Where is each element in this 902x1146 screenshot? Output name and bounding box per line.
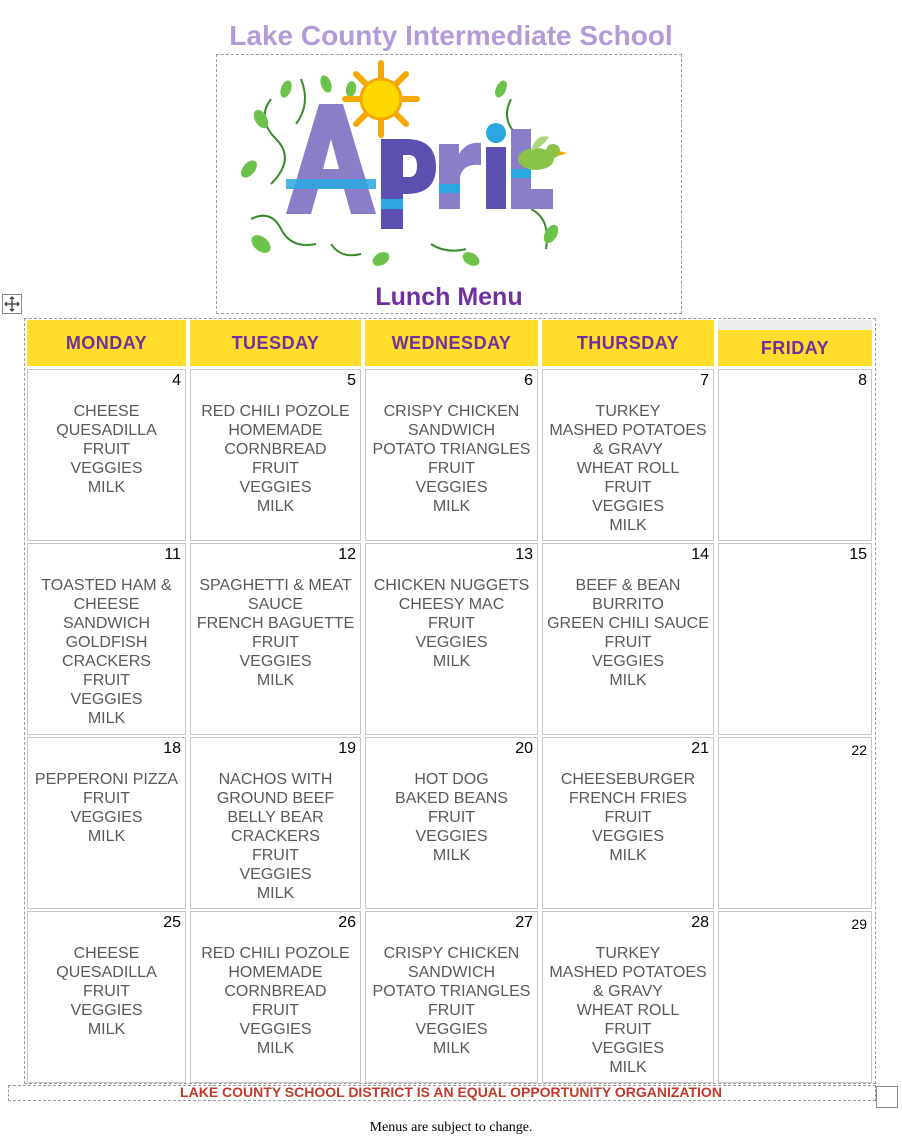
- day-number: 22: [851, 742, 867, 758]
- day-cell[interactable]: [542, 543, 714, 735]
- day-cell[interactable]: [718, 911, 872, 1083]
- menu-items: [28, 944, 185, 1039]
- menu-item: CHEESE: [73, 945, 140, 962]
- day-number: 5: [347, 372, 356, 389]
- day-number: 8: [858, 372, 867, 389]
- menu-item: FRUIT: [427, 1002, 476, 1019]
- menu-item: FRUIT: [604, 634, 652, 651]
- day-cell[interactable]: [718, 737, 872, 909]
- menu-item: QUESADILLA: [56, 422, 157, 439]
- menu-item: VEGGIES: [591, 498, 665, 515]
- day-number: 7: [700, 372, 709, 389]
- menu-item: FRUIT: [604, 479, 652, 496]
- menu-item: CRACKERS: [62, 653, 151, 670]
- day-cell[interactable]: [542, 737, 714, 909]
- day-cell[interactable]: [542, 369, 714, 541]
- menu-item: FRUIT: [604, 809, 652, 826]
- move-arrows-icon: [4, 296, 20, 312]
- menu-item: FRUIT: [251, 634, 300, 651]
- day-cell[interactable]: [190, 543, 361, 735]
- day-cell[interactable]: [27, 737, 186, 909]
- day-number: 6: [524, 372, 533, 389]
- menu-item: MILK: [432, 847, 471, 864]
- menu-item: CORNBREAD: [224, 983, 327, 1000]
- menu-item: VEGGIES: [415, 828, 488, 845]
- day-cell[interactable]: [27, 369, 186, 541]
- menu-item: CHEESY MAC: [398, 596, 505, 613]
- menu-item: SANDWICH: [62, 615, 151, 632]
- menu-item: FRUIT: [604, 1021, 652, 1038]
- menu-item: CHEESEBURGER: [560, 771, 696, 788]
- menu-items: [191, 402, 360, 516]
- day-cell[interactable]: [27, 543, 186, 735]
- menu-items: [28, 576, 185, 728]
- menu-item: BELLY BEAR: [227, 809, 324, 826]
- menu-item: VEGGIES: [239, 479, 312, 496]
- lunch-menu-title: Lunch Menu: [375, 283, 523, 311]
- menu-item: WHEAT ROLL: [576, 1002, 680, 1019]
- menu-item: QUESADILLA: [56, 964, 157, 981]
- menu-item: GROUND BEEF: [216, 790, 335, 807]
- day-number: 14: [691, 546, 709, 563]
- menu-item: FRUIT: [82, 672, 131, 689]
- menu-item: SANDWICH: [407, 422, 496, 439]
- menu-item: MILK: [87, 710, 126, 727]
- menu-item: FRUIT: [82, 983, 131, 1000]
- day-number: 29: [851, 916, 867, 932]
- day-cell[interactable]: [365, 911, 538, 1083]
- header-tuesday: TUESDAY: [190, 320, 361, 366]
- menu-item: MILK: [432, 1040, 471, 1057]
- table-move-handle[interactable]: [2, 294, 22, 314]
- menu-item: POTATO TRIANGLES: [372, 441, 531, 458]
- menu-item: FRUIT: [251, 1002, 300, 1019]
- menu-item: MILK: [609, 1059, 647, 1076]
- day-cell[interactable]: [718, 543, 872, 735]
- menu-item: VEGGIES: [239, 866, 312, 883]
- day-number: 21: [691, 740, 709, 757]
- menu-item: VEGGIES: [415, 634, 488, 651]
- menu-item: SAUCE: [247, 596, 304, 613]
- menu-items: [191, 944, 360, 1058]
- menu-item: CORNBREAD: [224, 441, 327, 458]
- menu-item: MASHED POTATOES: [549, 964, 707, 981]
- day-number: 25: [163, 914, 181, 931]
- menu-item: CRISPY CHICKEN: [383, 403, 520, 420]
- day-number: 11: [164, 546, 181, 563]
- menu-items: [543, 576, 713, 690]
- menu-item: VEGGIES: [239, 1021, 312, 1038]
- menu-item: BAKED BEANS: [395, 790, 508, 807]
- menu-item: FRENCH FRIES: [568, 790, 688, 807]
- day-cell[interactable]: [365, 543, 538, 735]
- menu-item: VEGGIES: [591, 828, 665, 845]
- menu-item: BEEF & BEAN: [575, 577, 681, 594]
- menu-item: CHEESE: [73, 596, 140, 613]
- menu-item: FRUIT: [251, 460, 300, 477]
- day-cell[interactable]: [365, 737, 538, 909]
- day-number: 19: [338, 740, 356, 757]
- menu-item: CHICKEN NUGGETS: [373, 577, 530, 594]
- menu-items: [28, 770, 185, 846]
- day-number: 28: [691, 914, 709, 931]
- day-number: 20: [515, 740, 533, 757]
- menu-item: HOT DOG: [414, 771, 489, 788]
- menu-items: [543, 770, 713, 865]
- menu-item: HOMEMADE: [228, 964, 323, 981]
- day-cell[interactable]: [190, 369, 361, 541]
- menu-item: RED CHILI POZOLE: [201, 945, 350, 962]
- menu-items: [191, 770, 360, 903]
- header-monday: MONDAY: [27, 320, 186, 366]
- menu-item: VEGGIES: [591, 653, 665, 670]
- resize-square-icon[interactable]: [876, 1086, 898, 1108]
- menu-items: [191, 576, 360, 690]
- menu-item: FRUIT: [82, 790, 131, 807]
- day-cell[interactable]: [542, 911, 714, 1083]
- menu-item: MILK: [609, 517, 647, 534]
- menu-item: MILK: [609, 847, 647, 864]
- day-cell[interactable]: [190, 911, 361, 1083]
- menu-item: MILK: [256, 1040, 295, 1057]
- header-wednesday: WEDNESDAY: [365, 320, 538, 366]
- menu-item: FRUIT: [82, 441, 131, 458]
- menu-item: TURKEY: [595, 403, 661, 420]
- sun-icon: [345, 63, 417, 135]
- menu-item: GREEN CHILI SAUCE: [547, 615, 709, 632]
- day-number: 15: [849, 546, 867, 563]
- day-cell[interactable]: [365, 369, 538, 541]
- menu-item: VEGGIES: [239, 653, 312, 670]
- menu-item: SPAGHETTI & MEAT: [199, 577, 352, 594]
- menu-item: VEGGIES: [415, 479, 488, 496]
- menu-change-note: Menus are subject to change.: [369, 1120, 533, 1135]
- banner-image-box[interactable]: [216, 54, 682, 314]
- menu-item: NACHOS WITH: [218, 771, 333, 788]
- menu-items: [543, 402, 713, 535]
- menu-item: FRUIT: [427, 809, 476, 826]
- menu-item: MILK: [432, 498, 471, 515]
- menu-items: [366, 944, 537, 1058]
- menu-item: HOMEMADE: [228, 422, 323, 439]
- menu-item: CRISPY CHICKEN: [383, 945, 520, 962]
- day-number: 4: [172, 372, 181, 389]
- menu-item: CHEESE: [73, 403, 140, 420]
- menu-item: MASHED POTATOES: [549, 422, 707, 439]
- menu-item: BURRITO: [592, 596, 664, 613]
- menu-items: [366, 576, 537, 671]
- school-title: Lake County Intermediate School: [229, 20, 673, 51]
- day-cell[interactable]: [718, 369, 872, 541]
- menu-item: MILK: [609, 672, 647, 689]
- menu-item: VEGGIES: [70, 809, 143, 826]
- menu-item: MILK: [256, 498, 295, 515]
- menu-item: & GRAVY: [593, 983, 663, 1000]
- day-cell[interactable]: [190, 737, 361, 909]
- menu-item: MILK: [87, 1021, 126, 1038]
- menu-item: POTATO TRIANGLES: [372, 983, 531, 1000]
- equal-opportunity-notice: LAKE COUNTY SCHOOL DISTRICT IS AN EQUAL OPPORTUNITY ORGANIZATION: [180, 1084, 722, 1100]
- menu-item: TURKEY: [595, 945, 661, 962]
- header-thursday: THURSDAY: [542, 320, 714, 366]
- menu-item: VEGGIES: [70, 1002, 143, 1019]
- menu-items: [366, 770, 537, 865]
- day-number: 27: [515, 914, 533, 931]
- menu-item: WHEAT ROLL: [576, 460, 680, 477]
- menu-item: RED CHILI POZOLE: [201, 403, 350, 420]
- menu-item: MILK: [432, 653, 471, 670]
- menu-item: SANDWICH: [407, 964, 496, 981]
- menu-item: MILK: [87, 479, 126, 496]
- header-friday: FRIDAY: [718, 330, 872, 366]
- menu-item: MILK: [256, 885, 295, 902]
- april-letters: [286, 104, 553, 229]
- header-friday-top: [718, 320, 872, 330]
- menu-item: VEGGIES: [591, 1040, 665, 1057]
- day-number: 18: [163, 740, 181, 757]
- menu-item: CRACKERS: [231, 828, 320, 845]
- day-number: 26: [338, 914, 356, 931]
- menu-item: FRENCH BAGUETTE: [196, 615, 355, 632]
- menu-item: MILK: [87, 828, 126, 845]
- menu-item: MILK: [256, 672, 295, 689]
- april-banner-art: [231, 59, 571, 269]
- menu-item: VEGGIES: [415, 1021, 488, 1038]
- menu-item: & GRAVY: [593, 441, 663, 458]
- menu-item: VEGGIES: [70, 691, 143, 708]
- menu-items: [366, 402, 537, 516]
- menu-items: [543, 944, 713, 1077]
- menu-item: VEGGIES: [70, 460, 143, 477]
- menu-item: FRUIT: [427, 615, 476, 632]
- menu-item: FRUIT: [251, 847, 300, 864]
- menu-items: [28, 402, 185, 497]
- day-number: 12: [338, 546, 356, 563]
- menu-item: GOLDFISH: [65, 634, 148, 651]
- day-number: 13: [515, 546, 533, 563]
- menu-item: FRUIT: [427, 460, 476, 477]
- menu-item: PEPPERONI PIZZA: [34, 771, 179, 788]
- menu-item: TOASTED HAM &: [41, 577, 172, 594]
- day-cell[interactable]: [27, 911, 186, 1083]
